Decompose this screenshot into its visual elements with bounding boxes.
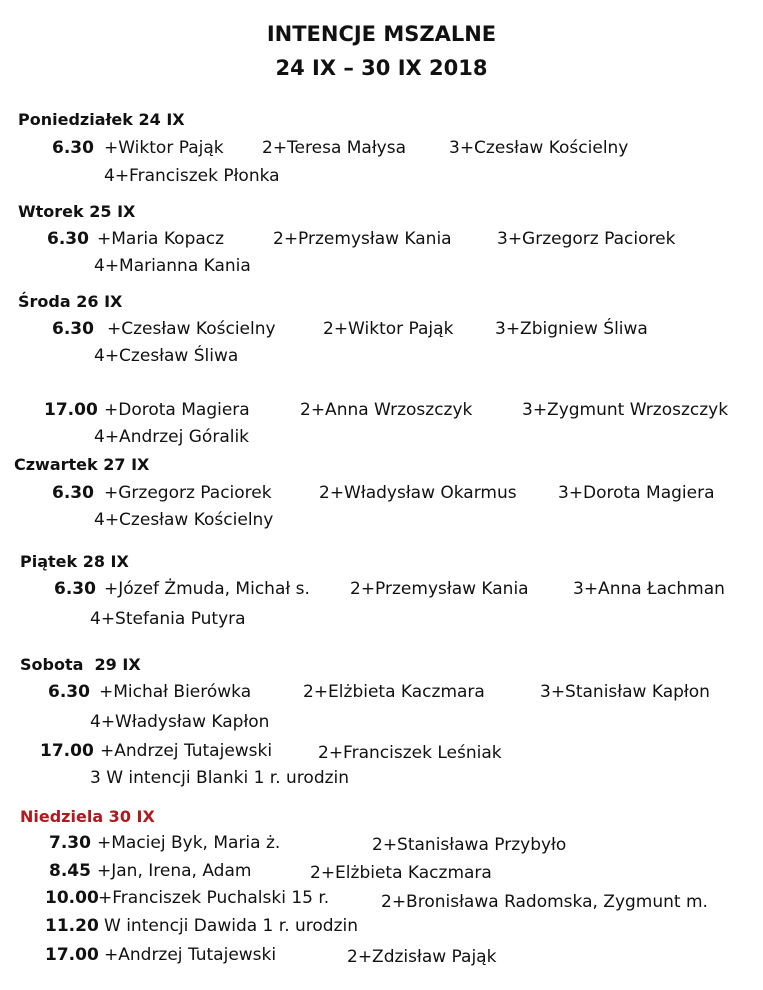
intention: 4+Czesław Śliwa (94, 346, 239, 366)
mass-time: 7.30 (49, 833, 91, 853)
intention: 4+Andrzej Góralik (94, 427, 250, 447)
intention: 4+Franciszek Płonka (104, 166, 280, 186)
intention: 3+Zygmunt Wrzoszczyk (522, 400, 729, 420)
intention: 4+Marianna Kania (94, 256, 251, 276)
intention: +Maciej Byk, Maria ż. (97, 833, 281, 853)
intention: 2+Bronisława Radomska, Zygmunt m. (381, 892, 708, 912)
intention: 2+Franciszek Leśniak (318, 743, 502, 763)
intention: 3+Anna Łachman (573, 579, 725, 599)
day-heading-saturday: Sobota 29 IX (20, 655, 141, 674)
mass-time: 6.30 (52, 319, 94, 339)
mass-time: 8.45 (49, 861, 91, 881)
intention: 2+Stanisława Przybyło (372, 835, 567, 855)
intention: 4+Stefania Putyra (90, 609, 246, 629)
intention: 4+Władysław Kapłon (90, 712, 270, 732)
day-heading-sunday: Niedziela 30 IX (20, 807, 155, 826)
intention: 3+Czesław Kościelny (449, 138, 629, 158)
intention: W intencji Dawida 1 r. urodzin (104, 916, 359, 936)
day-heading-monday: Poniedziałek 24 IX (18, 110, 185, 129)
intention: 2+Wiktor Pająk (323, 319, 454, 339)
mass-time: 6.30 (52, 483, 94, 503)
intention: +Jan, Irena, Adam (97, 861, 252, 881)
mass-time: 17.00 (40, 741, 94, 761)
intention: 2+Przemysław Kania (350, 579, 529, 599)
intention: 3+Grzegorz Paciorek (497, 229, 676, 249)
intention: 2+Elżbieta Kaczmara (310, 863, 492, 883)
mass-time: 6.30 (48, 682, 90, 702)
intention: +Andrzej Tutajewski (104, 945, 277, 965)
intention: 3+Stanisław Kapłon (540, 682, 710, 702)
intention: +Michał Bierówka (99, 682, 252, 702)
intention: +Grzegorz Paciorek (104, 483, 272, 503)
date-range: 24 IX – 30 IX 2018 (275, 56, 488, 80)
intention: +Maria Kopacz (97, 229, 225, 249)
intention: +Dorota Magiera (104, 400, 250, 420)
mass-time: 11.20 (45, 916, 99, 936)
intention: 2+Władysław Okarmus (319, 483, 517, 503)
intention: 2+Elżbieta Kaczmara (303, 682, 485, 702)
intention: 2+Anna Wrzoszczyk (300, 400, 473, 420)
intention: +Czesław Kościelny (107, 319, 276, 339)
intention: 3+Dorota Magiera (558, 483, 715, 503)
intention: 2+Przemysław Kania (273, 229, 452, 249)
intention: +Józef Żmuda, Michał s. (104, 579, 310, 599)
intention: 4+Czesław Kościelny (94, 510, 274, 530)
mass-time: 6.30 (54, 579, 96, 599)
intention: 3 W intencji Blanki 1 r. urodzin (90, 768, 350, 788)
mass-time: 6.30 (52, 138, 94, 158)
page-title: INTENCJE MSZALNE (266, 22, 497, 46)
intention: +Andrzej Tutajewski (100, 741, 273, 761)
day-heading-thursday: Czwartek 27 IX (14, 455, 150, 474)
day-heading-friday: Piątek 28 IX (20, 552, 129, 571)
intention: +Wiktor Pająk (104, 138, 224, 158)
intention: 2+Zdzisław Pająk (347, 947, 497, 967)
day-heading-tuesday: Wtorek 25 IX (18, 202, 136, 221)
intention: 2+Teresa Małysa (262, 138, 407, 158)
day-heading-wednesday: Środa 26 IX (18, 292, 123, 311)
intention: +Franciszek Puchalski 15 r. (98, 888, 330, 908)
mass-time: 10.00 (45, 888, 99, 908)
mass-time: 17.00 (45, 945, 99, 965)
mass-time: 6.30 (47, 229, 89, 249)
mass-time: 17.00 (44, 400, 98, 420)
intention: 3+Zbigniew Śliwa (495, 319, 648, 339)
